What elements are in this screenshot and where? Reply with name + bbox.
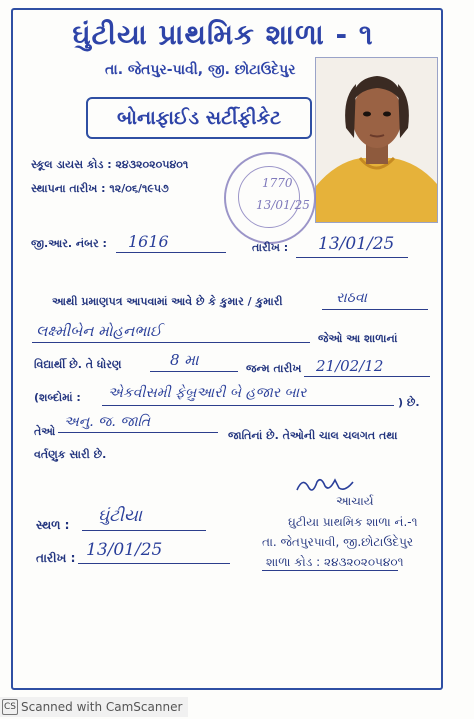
dob-words-label: (શબ્દોમાં : [34, 391, 81, 404]
footer-date-line [78, 563, 230, 564]
conduct-text: વર્તણુક સારી છે. [34, 448, 107, 461]
principal-school-code: શાળા કોડ : ૨૪૩૨૦૨૦૫૪૦૧ [266, 555, 404, 569]
camscanner-watermark [0, 697, 188, 717]
stamp-inward-number: 1770 [262, 176, 293, 190]
place-value: ઘુંટીયા [98, 506, 142, 526]
principal-role: આચાર્ય [336, 494, 374, 508]
dob-words-line [102, 405, 394, 406]
footer-date-label: તારીખ : [36, 551, 76, 565]
dise-code: સ્કૂલ ડાયસ કોડ : ૨૪૩૨૦૨૦૫૪૦૧ [31, 158, 189, 171]
school-address: તા. જેતપુર-પાવી, જી. છોટાઉદેપુર [105, 62, 296, 78]
camscanner-logo-icon: CS [2, 699, 18, 715]
place-line [82, 530, 206, 531]
gr-number-value: 1616 [128, 232, 169, 251]
standard-value: 8 મા [170, 351, 199, 369]
student-surname: રાઠવા [336, 290, 367, 306]
standard-line [150, 371, 238, 372]
certificate-title: બોનાફાઈડ સર્ટીફીકેટ [116, 107, 282, 129]
inward-stamp [224, 152, 316, 244]
dob-line [304, 376, 430, 377]
camscanner-text: Scanned with CamScanner [21, 700, 183, 714]
dob-value: 21/02/12 [316, 357, 384, 375]
footer-date-value: 13/01/25 [86, 540, 163, 560]
standard-label: વિદ્યાર્થી છે. તે ધોરણ [34, 358, 122, 371]
dob-words-suffix: ) છે. [398, 396, 420, 409]
register-date-line [296, 257, 408, 258]
caste-prefix: તેઓ [34, 425, 56, 438]
stamp-date: 13/01/25 [256, 198, 310, 212]
dob-words-value: એકવીસમી ફેબ્રુઆરી બે હજાર બાર [108, 385, 307, 401]
register-date-label: તારીખ : [252, 241, 289, 254]
established-date: સ્થાપના તારીખ : ૧૨/૦૬/૧૯૫૭ [31, 182, 169, 195]
certify-text: આથી પ્રમાણપત્ર આપવામાં આવે છે કે કુમાર / કુમારી [52, 295, 283, 308]
dob-label: જન્મ તારીખ [246, 362, 302, 375]
place-label: સ્થળ : [36, 518, 70, 532]
caste-suffix: જાતિનાં છે. તેઓની ચાલ ચલગત તથા [228, 429, 398, 442]
principal-school: ઘુટીયા પ્રાથમિક શાળા નં.-૧ [288, 515, 418, 529]
student-photo [315, 57, 438, 223]
school-name: ઘુંટીયા પ્રાથમિક શાળા - ૧ [72, 18, 374, 51]
name-line [32, 342, 310, 343]
register-date-value: 13/01/25 [318, 234, 395, 254]
school-student-suffix: જેઓ આ શાળાનાં [318, 332, 398, 345]
gr-number-line [116, 252, 226, 253]
student-name: લક્ષ્મીબેન મોહનભાઈ [36, 322, 162, 340]
caste-value: અનુ. જ. જાતિ [64, 414, 150, 430]
gr-number-label: જી.આર. નંબર : [31, 237, 107, 250]
school-code-line [262, 570, 398, 571]
principal-district: તા. જેતપુરપાવી, જી.છોટાઉદેપુર [262, 535, 414, 549]
surname-line [322, 309, 428, 310]
caste-line [58, 432, 218, 433]
certificate-title-banner [86, 97, 312, 139]
